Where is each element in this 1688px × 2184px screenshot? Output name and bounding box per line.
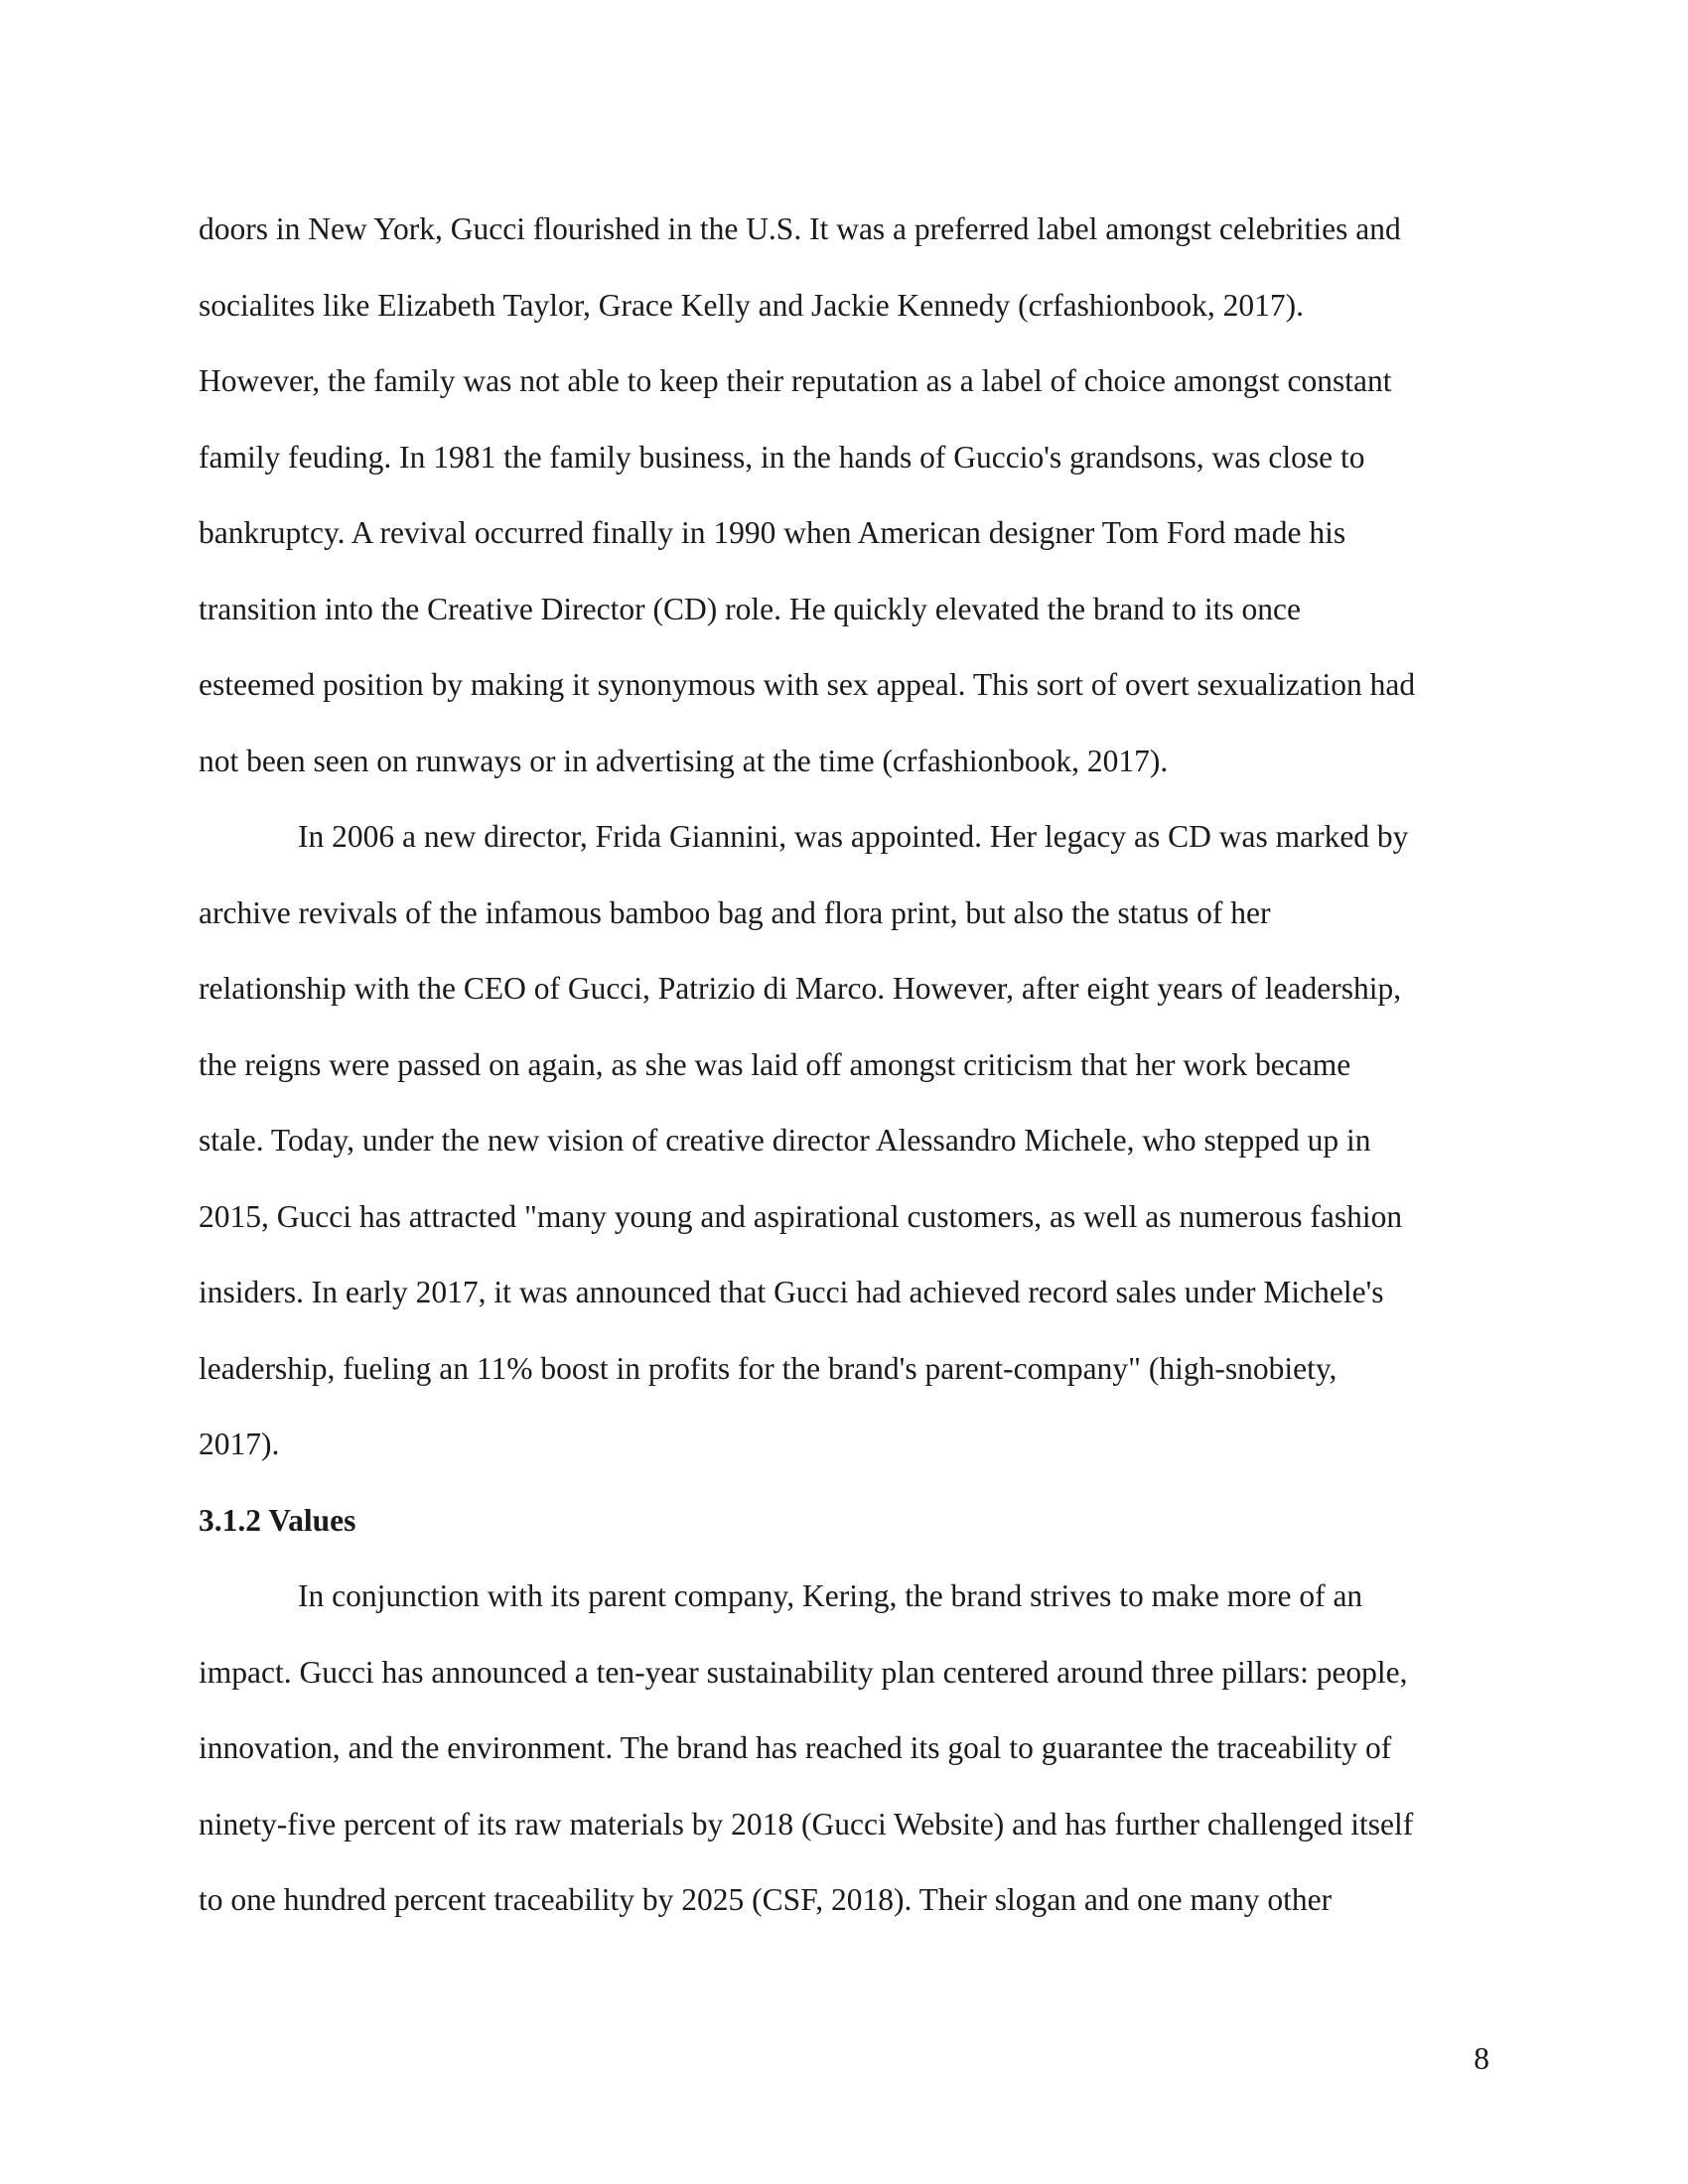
text-line: leadership, fueling an 11% boost in profits for the brand's parent-company" (high-snobiety, [199,1350,1337,1386]
text-line: ninety-five percent of its raw materials by 2018 (Gucci Website) and has further challenged itself [199,1806,1414,1842]
text-line: doors in New York, Gucci flourished in the U.S. It was a preferred label amongst celebrities and [199,211,1401,246]
text-line: In 2006 a new director, Frida Giannini, was appointed. Her legacy as CD was marked by [298,819,1409,854]
text-line: transition into the Creative Director (CD) role. He quickly elevated the brand to its once [199,591,1302,626]
text-line: the reigns were passed on again, as she was laid off amongst criticism that her work became [199,1046,1351,1082]
text-line: bankruptcy. A revival occurred finally in 1990 when American designer Tom Ford made his [199,515,1346,550]
text-line: archive revivals of the infamous bamboo bag and flora print, but also the status of her [199,894,1271,930]
body-text [199,192,1489,1939]
paragraph-gucci-history [199,192,1489,799]
text-line: 2015, Gucci has attracted "many young and aspirational customers, as well as numerous fashion [199,1198,1403,1234]
text-line: not been seen on runways or in advertising at the time (crfashionbook, 2017). [199,743,1169,778]
text-line: insiders. In early 2017, it was announced that Gucci had achieved record sales under Michele's [199,1275,1384,1309]
text-line: innovation, and the environment. The brand has reached its goal to guarantee the traceability of [199,1730,1392,1765]
paragraph-creative-directors [199,799,1489,1483]
text-line: family feuding. In 1981 the family business, in the hands of Guccio's grandsons, was close to [199,439,1365,475]
paragraph-values [199,1559,1489,1939]
text-line: In conjunction with its parent company, Kering, the brand strives to make more of an [298,1578,1363,1613]
text-line: esteemed position by making it synonymous with sex appeal. This sort of overt sexualization had [199,667,1416,702]
text-line: socialites like Elizabeth Taylor, Grace Kelly and Jackie Kennedy (crfashionbook, 2017). [199,287,1304,323]
text-line: impact. Gucci has announced a ten-year sustainability plan centered around three pillars: people, [199,1654,1408,1690]
text-line: to one hundred percent traceability by 2025 (CSF, 2018). Their slogan and one many other [199,1882,1333,1917]
text-line: stale. Today, under the new vision of creative director Alessandro Michele, who stepped up in [199,1123,1371,1158]
text-line: However, the family was not able to keep their reputation as a label of choice amongst constant [199,363,1392,398]
section-heading: 3.1.2 Values [199,1502,356,1538]
text-line: relationship with the CEO of Gucci, Patrizio di Marco. However, after eight years of leadership, [199,971,1402,1006]
text-line: 2017). [199,1427,280,1461]
page-number: 8 [1474,2041,1489,2076]
